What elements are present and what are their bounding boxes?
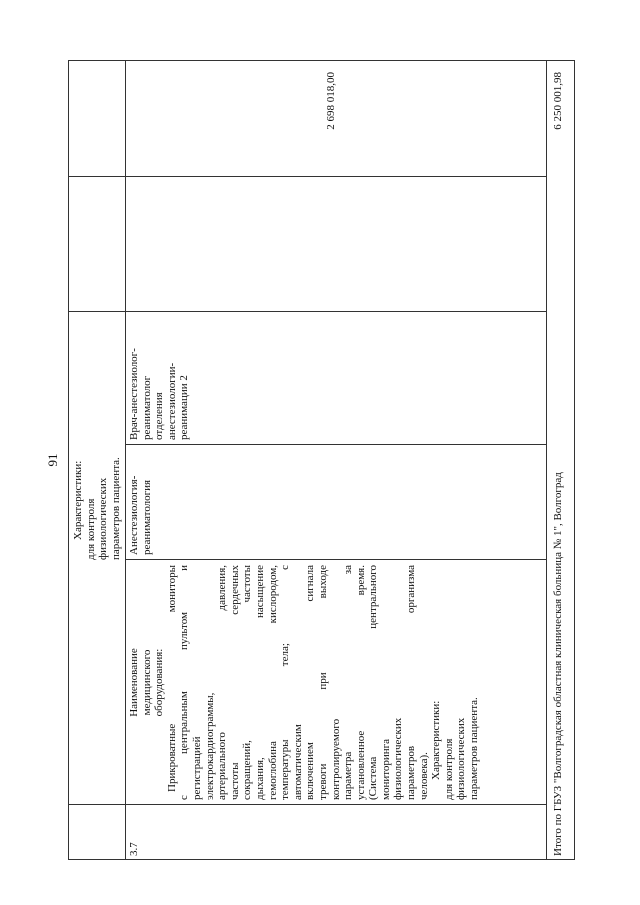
equipment-description — [128, 565, 481, 800]
description-body-line: автоматическим — [291, 724, 304, 800]
description-char-line: Характеристики: — [430, 700, 443, 780]
total-separator — [546, 60, 547, 860]
row-separator — [125, 60, 126, 860]
specialist-line: отделения — [153, 392, 166, 440]
specialist-line: реаниматолог — [140, 375, 153, 440]
description-name-line: медицинского — [140, 649, 153, 716]
description-body-line: включением сигнала — [304, 565, 317, 800]
continued-line: Характеристики: — [72, 460, 84, 540]
col-divider-specialist — [68, 311, 546, 312]
description-body-line: тревоги при выходе — [316, 565, 329, 800]
description-body-line: сокращений, частоты — [241, 565, 254, 800]
table-border-top — [68, 60, 69, 860]
col-divider-description — [125, 559, 546, 560]
description-body-line: гемоглобина кислородом, — [266, 565, 279, 800]
continued-line: для контроля — [84, 498, 97, 560]
description-body-line: (Система центрального — [367, 565, 380, 800]
table-border-bottom — [574, 60, 575, 860]
col-divider-empty — [68, 176, 546, 177]
description-body-line: мониторинга — [379, 738, 392, 800]
description-char-line: параметров пациента. — [468, 697, 481, 800]
col-divider-number — [68, 804, 546, 805]
description-body-line: физиологических — [392, 717, 405, 800]
description-name-line: оборудования: — [153, 648, 166, 717]
description-body-line: параметра за — [342, 565, 355, 800]
specialist-line: анестезиологии- — [165, 362, 178, 440]
page-number: 91 — [45, 453, 60, 467]
continued-line: физиологических — [97, 477, 110, 560]
description-body-line: регистрацией — [190, 736, 203, 800]
description-body-line: дыхания, насыщение — [253, 565, 266, 800]
description-body-line: частоты сердечных — [228, 565, 241, 800]
description-body-line: человека). — [417, 752, 430, 800]
specialist-line: Врач-анестезиолог- — [128, 348, 140, 440]
row-number: 3.7 — [128, 842, 140, 856]
table-border-left — [68, 859, 574, 860]
total-label: Итого по ГБУЗ "Волгоградская областная клиническая больница № 1", Волгоград — [552, 472, 564, 856]
specialist — [128, 315, 191, 440]
description-body-line: установленное время. — [354, 565, 367, 800]
description-body-line: параметров организма — [405, 565, 418, 800]
description-body-line: Прикроватные мониторы — [165, 565, 178, 792]
description-body-line: контролируемого — [329, 718, 342, 800]
description-body-line: с центральным пультом и — [178, 565, 191, 800]
specialist-line: реанимации 2 — [178, 375, 191, 440]
description-char-line: физиологических — [455, 717, 468, 800]
description-body-line: температуры тела; с — [279, 565, 292, 800]
continued-characteristics — [72, 320, 122, 560]
profile-line: Анестезиология- — [128, 475, 140, 555]
description-char-line: для контроля — [442, 738, 455, 800]
col-divider-profile — [125, 444, 546, 445]
profile-line: реаниматология — [140, 479, 153, 555]
total-amount: 6 250 001,98 — [552, 72, 564, 130]
description-body-line: электрокардиограммы, — [203, 692, 216, 800]
continued-line: параметров пациента. — [109, 457, 122, 560]
table-border-right — [68, 60, 574, 61]
rotated-table — [68, 60, 588, 860]
description-body-line: артериального давления, — [216, 565, 229, 800]
medical-profile — [128, 447, 153, 555]
row-cost: 2 698 018,00 — [325, 72, 337, 130]
description-name-line: Наименование — [128, 648, 140, 717]
